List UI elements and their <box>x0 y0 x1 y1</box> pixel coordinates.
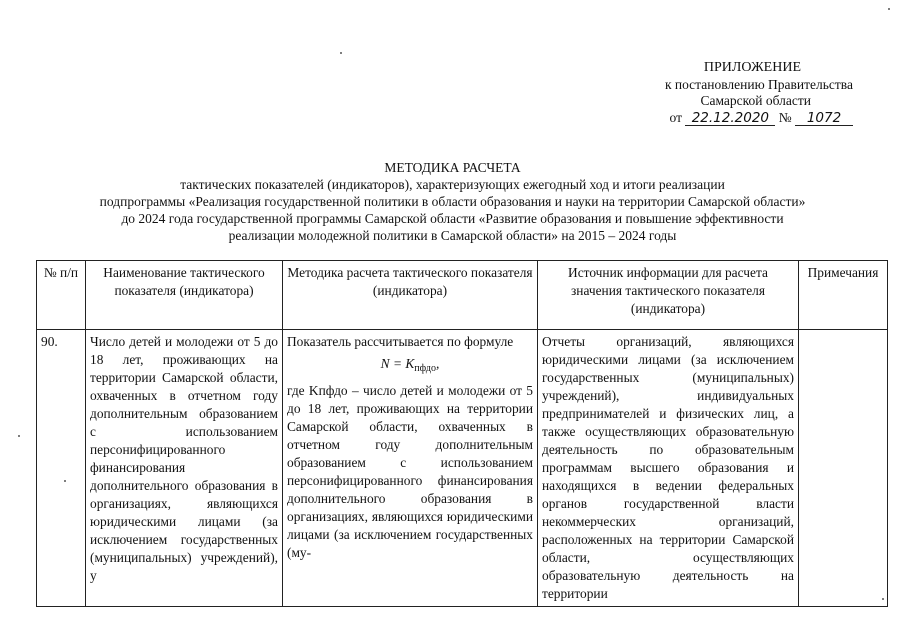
number-prefix: № <box>778 109 792 125</box>
header-method: Методика расчета тактического показателя (индикатора) <box>283 261 538 330</box>
table-header-row <box>37 261 888 330</box>
header-notes: Примечания <box>799 261 888 330</box>
scan-speck <box>888 8 890 10</box>
scan-speck <box>18 435 20 437</box>
scan-speck <box>340 52 342 54</box>
method-where: где Kпфдо – число детей и молодежи от 5 до 18 лет, проживающих на территории Самарской области, охваченных в отчетном году дополнительным образованием с использованием персонифицированного финансирования дополнительного образования в организациях, являющихся юридическими лицами (за исключением государственных (му- <box>287 383 533 560</box>
row-number: 90. <box>37 330 86 607</box>
row-indicator-name: Число детей и молодежи от 5 до 18 лет, проживающих на территории Самарской области, охваченных в отчетном году дополнительным образованием с использованием персонифицированного финансирования дополнительного образования в организациях, являющихся юридическими лицами (за исключением государственных (муниципальных) учреждений), у <box>86 330 283 607</box>
document-title-line2: тактических показателей (индикаторов), характеризующих ежегодный ход и итоги реализации <box>180 177 725 192</box>
formula-subscript: пфдо <box>414 363 436 374</box>
document-title-line5: реализации молодежной политики в Самарской области» на 2015 – 2024 годы <box>228 228 677 243</box>
row-method <box>283 330 538 607</box>
document-title <box>0 159 905 244</box>
header-indicator-name: Наименование тактического показателя (индикатора) <box>86 261 283 330</box>
date-prefix: от <box>669 109 682 125</box>
method-formula <box>287 355 533 378</box>
scan-speck <box>64 480 66 482</box>
indicators-table <box>36 260 888 607</box>
appendix-block <box>665 60 853 126</box>
method-intro: Показатель рассчитывается по формуле <box>287 334 514 349</box>
table-row <box>37 330 888 607</box>
document-title-main: МЕТОДИКА РАСЧЕТА <box>384 160 521 175</box>
header-number: № п/п <box>37 261 86 330</box>
appendix-title: ПРИЛОЖЕНИЕ <box>703 60 801 75</box>
formula-main: N = K <box>380 356 415 371</box>
header-source: Источник информации для расчета значения тактического показателя (индикатора) <box>538 261 799 330</box>
row-source: Отчеты организаций, являющихся юридическими лицами (за исключением государственных (муниципальных) учреждений), индивидуальных предпринимателей и физических лиц, а также осуществляющих образовательную деятельность по образовательным программам высшего образования и находящихся в ведении федеральных органов государственной власти некоммерческих организаций, расположенных на территории Самарской области, осуществляющих образовательную деятельность на территории <box>538 330 799 607</box>
document-title-line3: подпрограммы «Реализация государственной политики в области образования и науки на территории Самарской области» <box>99 194 806 209</box>
document-title-line4: до 2024 года государственной программы Самарской области «Развитие образования и повышение эффективности <box>121 211 784 226</box>
handwritten-date: 22.12.2020 <box>685 111 775 126</box>
appendix-date-line <box>665 110 853 127</box>
appendix-line2: к постановлению Правительства <box>664 76 853 92</box>
scan-speck <box>882 598 884 600</box>
row-notes <box>799 330 888 607</box>
handwritten-number: 1072 <box>795 111 853 126</box>
formula-end: , <box>435 356 440 371</box>
appendix-line3: Самарской области <box>700 93 811 108</box>
